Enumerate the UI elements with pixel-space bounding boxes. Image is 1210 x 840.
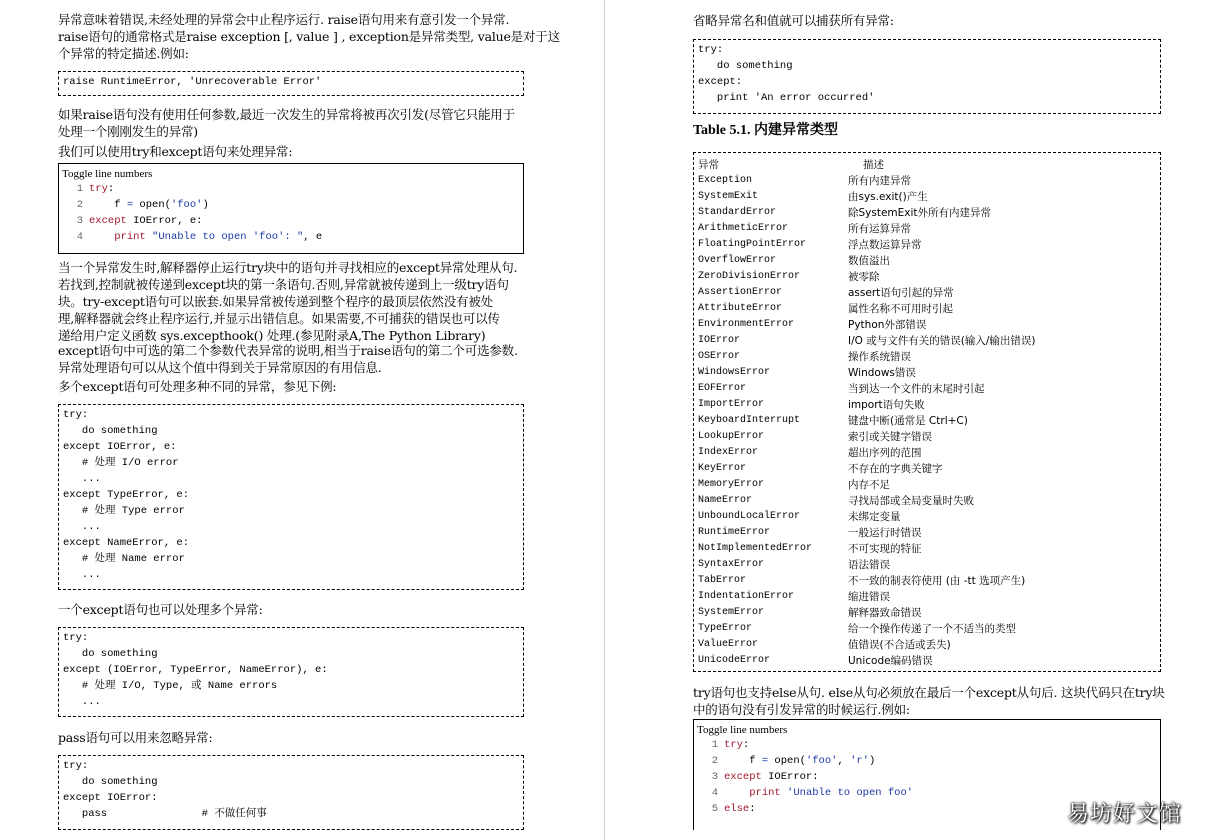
table-row [698,620,1156,636]
text-line: ... [63,521,101,533]
line-number: 4 [76,231,83,243]
text-line: raise语句的通常格式是raise exception [, value ] , exception是异常类型, value是对于这 [58,29,560,44]
exception-name: KeyError [698,462,747,474]
text-line: 处理一个刚刚发生的异常) [58,124,198,139]
exception-description: Windows错误 [848,366,916,379]
table-row [698,428,1156,444]
exception-name: KeyboardInterrupt [698,414,801,426]
exception-description: 不存在的字典关键字 [848,462,943,475]
table-row [698,348,1156,364]
exception-description: 给一个操作传递了一个不适当的类型 [848,622,1016,635]
text-line: 中的语句没有引发异常的时候运行.例如: [693,702,910,717]
exception-description: 属性名称不可用时引起 [848,302,953,315]
text-line: except: [698,76,743,88]
code-line [59,213,523,229]
exception-name: OverflowError [698,254,777,266]
code-token: print [749,787,781,799]
code-token: ) [868,755,876,767]
exception-name: AssertionError [698,286,783,298]
text-line: 个异常的特定描述.例如: [58,46,189,61]
code-token: f [89,199,127,211]
code-token: = [761,755,769,767]
text-line: 我们可以使用try和except语句来处理异常: [58,144,293,159]
exception-name: TypeError [698,622,753,634]
code-line [694,737,1160,753]
text-line: print 'An error occurred' [698,92,875,104]
exception-name: ZeroDivisionError [698,270,801,282]
code-token: , [837,755,851,767]
line-number: 2 [711,755,718,767]
text-line: 一个except语句也可以处理多个异常: [58,602,263,617]
exception-description: 解释器致命错误 [848,606,922,619]
table-row [698,652,1156,668]
code-block-pass [58,755,524,830]
exception-description: 操作系统错误 [848,350,911,363]
code-token: : [749,803,756,815]
line-number: 3 [76,215,83,227]
table-row [698,492,1156,508]
paragraph-raise-intro [58,11,560,62]
code-token: : [107,183,115,195]
exception-name: StandardError [698,206,777,218]
exception-name: Exception [698,174,753,186]
exception-description: assert语句引起的异常 [848,286,954,299]
toggle-line-numbers-link[interactable]: Toggle line numbers [697,724,788,736]
code-token: f [724,755,762,767]
table-row [698,444,1156,460]
code-block-raise [58,71,524,96]
exception-name: IndentationError [698,590,795,602]
table-row [698,460,1156,476]
text-line: do something [698,60,793,72]
exception-description: 所有运算异常 [848,222,911,235]
exception-description: 一般运行时错误 [848,526,922,539]
table-row [698,300,1156,316]
text-line: ... [63,569,101,581]
exception-description: 所有内建异常 [848,174,911,187]
exception-name: NotImplementedError [698,542,813,554]
table-row [698,636,1156,652]
code-line [59,181,523,197]
text-line: 异常处理语句可以从这个值中得到关于异常原因的有用信息. [58,360,382,375]
text-line: 省略异常名和值就可以捕获所有异常: [693,13,894,28]
text-line: ... [63,696,101,708]
code-token: try [724,739,743,751]
paragraph-raise-no-args [58,106,515,140]
paragraph-exception-flow [58,259,517,344]
line-number: 1 [711,739,718,751]
code-token: 'Unable to open foo' [787,787,914,799]
table-row [698,268,1156,284]
paragraph-try-except [58,143,292,160]
code-token: open( [133,199,171,211]
left-page [0,0,600,840]
table-title: Table 5.1. 内建异常类型 [693,123,838,138]
table-row [698,188,1156,204]
code-token: IOError, e: [126,215,203,227]
text-line: pass # 不做任何事 [63,808,267,820]
line-number: 3 [711,771,718,783]
line-number: 2 [76,199,83,211]
text-line: 当一个异常发生时,解释器停止运行try块中的语句并寻找相应的except异常处理从句. [58,260,518,275]
exception-description: Python外部错误 [848,318,927,331]
text-line: try: [698,44,724,56]
exception-description: 被零除 [848,270,880,283]
exception-name: EnvironmentError [698,318,795,330]
exception-description: import语句失败 [848,398,925,411]
exception-description: 缩进错误 [848,590,890,603]
exception-name: EOFError [698,382,747,394]
exception-description: Unicode编码错误 [848,654,933,667]
toggle-line-numbers-link[interactable]: Toggle line numbers [62,168,153,180]
text-line: except (IOError, TypeError, NameError), e: [63,664,328,676]
paragraph-tuple-except [58,601,263,618]
exception-name: IOError [698,334,741,346]
exception-name: RuntimeError [698,526,771,538]
code-token [724,787,749,799]
exception-description: 值错误(不合适或丢失) [848,638,951,651]
text-line: except IOError: [63,792,158,804]
text-line: 异常意味着错误,未经处理的异常会中止程序运行. raise语句用来有意引发一个异常. [58,12,510,27]
code-block-try-except [58,163,524,254]
code-block-catch-all [693,39,1161,114]
table-row [698,316,1156,332]
exception-description: 键盘中断(通常是 Ctrl+C) [848,414,968,427]
exception-description: 语法错误 [848,558,890,571]
exception-name: AttributeError [698,302,783,314]
exception-description: 除SystemExit外所有内建异常 [848,206,992,219]
exception-name: ImportError [698,398,765,410]
table-row [698,380,1156,396]
code-token: = [126,199,134,211]
text-line: do something [63,425,158,437]
header-description: 描述 [863,158,884,171]
exception-name: ArithmeticError [698,222,789,234]
watermark-text: 易坊好文馆 [1066,802,1182,827]
code-line [59,197,523,213]
text-line: do something [63,776,158,788]
builtin-exceptions-table [693,152,1161,672]
exception-description: 不可实现的特征 [848,542,922,555]
text-line: 块。try-except语句可以嵌套.如果异常被传递到整个程序的最顶层依然没有被处 [58,294,493,309]
table-row [698,556,1156,572]
table-row [698,476,1156,492]
table-row [698,572,1156,588]
exception-description: 超出序列的范围 [848,446,922,459]
code-token: except [89,215,127,227]
code-block-multiple-except [58,404,524,590]
exception-description: 数值溢出 [848,254,890,267]
code-token: 'foo' [805,755,838,767]
code-token: , e [303,231,323,243]
text-line: 若找到,控制就被传递到except块的第一条语句.否则,异常就被传递到上一级try语句 [58,277,509,292]
code-token [89,231,114,243]
paragraph-else [693,684,1165,718]
exception-name: IndexError [698,446,759,458]
paragraph-multiple-except [58,378,336,395]
exception-name: TabError [698,574,747,586]
table-row [698,332,1156,348]
code-token: open( [768,755,806,767]
table-row [698,236,1156,252]
exception-name: SyntaxError [698,558,765,570]
code-token: else [724,803,750,815]
text-line: 多个except语句可处理多种不同的异常，参见下例: [58,379,337,394]
code-block-tuple-except [58,627,524,717]
exception-name: UnboundLocalError [698,510,801,522]
text-line: except NameError, e: [63,537,190,549]
text-line: # 处理 I/O, Type, 或 Name errors [63,680,278,692]
table-row [698,220,1156,236]
code-token: : [742,739,750,751]
table-row [698,412,1156,428]
text-line: except IOError, e: [63,441,177,453]
code-token: except [724,771,762,783]
exception-name: MemoryError [698,478,765,490]
line-number: 5 [711,803,718,815]
text-line: 理,解释器就会终止程序运行,并显示出错信息。如果需要,不可捕获的错误也可以传 [58,311,500,326]
table-row [698,508,1156,524]
exception-name: SystemExit [698,190,759,202]
exception-description: I/O 或与文件有关的错误(输入/输出错误) [848,334,1036,347]
exception-name: WindowsError [698,366,771,378]
text-line: ... [63,473,101,485]
line-number: 1 [76,183,83,195]
paragraph-pass [58,729,213,746]
exception-name: FloatingPointError [698,238,807,250]
code-token: print [114,231,146,243]
exception-description: 索引或关键字错误 [848,430,932,443]
text-line: except语句中可选的第二个参数代表异常的说明,相当于raise语句的第二个可选参数. [58,343,518,358]
code-token: ) [202,199,209,211]
exception-description: 当到达一个文件的末尾时引起 [848,382,985,395]
exception-description: 未绑定变量 [848,510,901,523]
table-row [698,252,1156,268]
code-token: 'foo' [170,199,203,211]
table-header-row [698,156,1156,172]
text-line: # 处理 Name error [63,553,185,565]
text-line: 如果raise语句没有使用任何参数,最近一次发生的异常将被再次引发(尽管它只能用于 [58,107,515,122]
exception-name: SystemError [698,606,765,618]
exception-description: 浮点数运算异常 [848,238,922,251]
table-row [698,524,1156,540]
table-row [698,172,1156,188]
table-row [698,588,1156,604]
text-line: do something [63,648,158,660]
table-row [698,204,1156,220]
table-body [698,172,1156,668]
text-line: # 处理 I/O error [63,457,179,469]
exception-name: ValueError [698,638,759,650]
table-row [698,540,1156,556]
page-divider [604,0,605,840]
exception-name: NameError [698,494,753,506]
text-line: # 处理 Type error [63,505,185,517]
text-line: try: [63,760,89,772]
paragraph-except-arg [58,342,518,376]
header-exception: 异常 [698,158,719,171]
code-token: try [89,183,108,195]
exception-description: 内存不足 [848,478,890,491]
text-line: except TypeError, e: [63,489,190,501]
table-row [698,396,1156,412]
text-line: raise RuntimeError, 'Unrecoverable Error' [63,76,322,88]
table-row [698,284,1156,300]
text-line: try语句也支持else从句. else从句必须放在最后一个except从句后. 这块代码只在try块 [693,685,1165,700]
text-line: 递给用户定义函数 sys.excepthook() 处理.(参见附录A,The Python Library) [58,328,486,343]
exception-description: 由sys.exit()产生 [848,190,928,203]
exception-description: 不一致的制表符使用 (由 -tt 选项产生) [848,574,1026,587]
line-number: 4 [711,787,718,799]
text-line: try: [63,632,89,644]
text-line: pass语句可以用来忽略异常: [58,730,213,745]
paragraph-catch-all [693,12,894,29]
exception-name: LookupError [698,430,765,442]
code-token: IOError: [761,771,819,783]
right-page [610,0,1210,840]
text-line: try: [63,409,89,421]
code-line [694,753,1160,769]
code-token: 'r' [850,755,869,767]
exception-name: UnicodeError [698,654,771,666]
exception-name: OSError [698,350,741,362]
code-line [59,229,523,245]
code-lines [59,181,523,245]
code-token: "Unable to open 'foo': " [152,231,304,243]
code-line [694,769,1160,785]
table-row [698,364,1156,380]
exception-description: 寻找局部或全局变量时失败 [848,494,974,507]
table-row [698,604,1156,620]
